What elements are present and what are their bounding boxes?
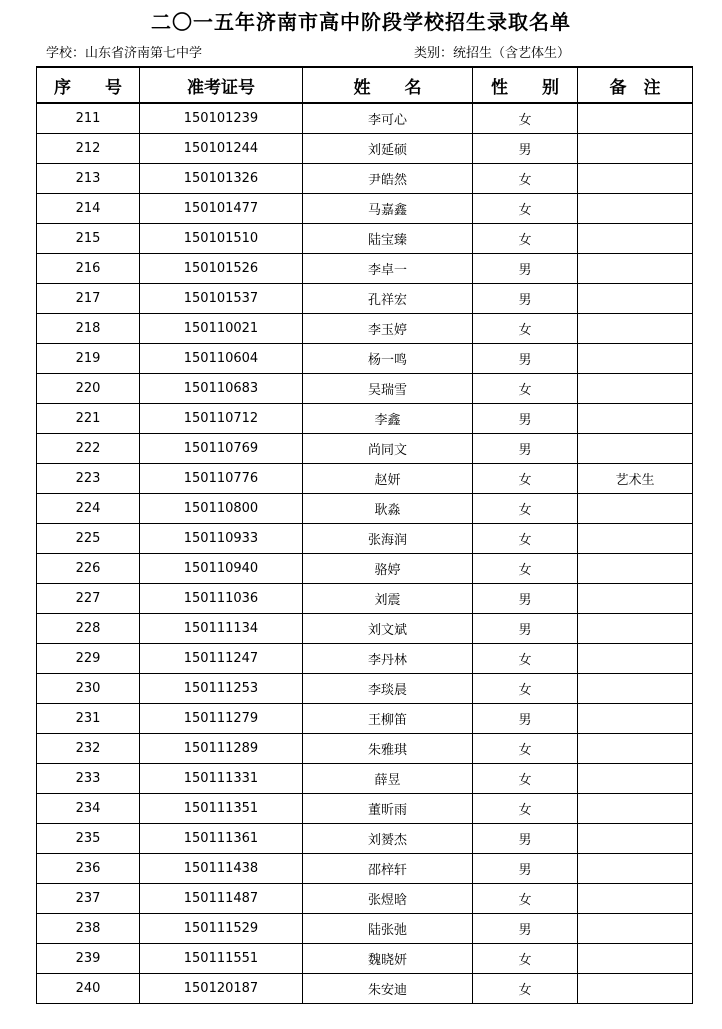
table-row (37, 764, 693, 794)
cell-exam-id: 150110940 (140, 554, 303, 584)
cell-name: 邵梓轩 (303, 854, 473, 884)
cell-exam-id: 150110683 (140, 374, 303, 404)
cell-gender: 女 (473, 464, 578, 494)
cell-gender: 男 (473, 254, 578, 284)
cell-remarks (578, 824, 693, 854)
cell-name: 薛昱 (303, 764, 473, 794)
cell-name: 董昕雨 (303, 794, 473, 824)
table-row (37, 614, 693, 644)
table-row (37, 974, 693, 1004)
cell-remarks (578, 584, 693, 614)
cell-name: 吴瑞雪 (303, 374, 473, 404)
admission-table (36, 66, 693, 1004)
cell-remarks (578, 344, 693, 374)
header-remarks: 备 注 (578, 67, 693, 103)
cell-name: 孔祥宏 (303, 284, 473, 314)
cell-serial-number: 233 (37, 764, 140, 794)
cell-remarks (578, 254, 693, 284)
cell-exam-id: 150111331 (140, 764, 303, 794)
document-title: 二〇一五年济南市高中阶段学校招生录取名单 (151, 10, 571, 34)
cell-exam-id: 150111487 (140, 884, 303, 914)
cell-serial-number: 236 (37, 854, 140, 884)
cell-serial-number: 231 (37, 704, 140, 734)
cell-remarks (578, 884, 693, 914)
cell-exam-id: 150111351 (140, 794, 303, 824)
cell-serial-number: 212 (37, 134, 140, 164)
cell-name: 陆张弛 (303, 914, 473, 944)
cell-serial-number: 211 (37, 103, 140, 134)
cell-remarks (578, 494, 693, 524)
cell-serial-number: 221 (37, 404, 140, 434)
cell-exam-id: 150120187 (140, 974, 303, 1004)
cell-gender: 女 (473, 164, 578, 194)
cell-remarks (578, 554, 693, 584)
cell-serial-number: 230 (37, 674, 140, 704)
cell-name: 杨一鸣 (303, 344, 473, 374)
cell-name: 骆婷 (303, 554, 473, 584)
table-row (37, 494, 693, 524)
school-label: 学校：山东省济南第七中学 (46, 46, 203, 61)
table-row (37, 734, 693, 764)
cell-remarks (578, 134, 693, 164)
cell-exam-id: 150101244 (140, 134, 303, 164)
cell-remarks (578, 974, 693, 1004)
cell-serial-number: 227 (37, 584, 140, 614)
cell-name: 陆宝臻 (303, 224, 473, 254)
table-row (37, 164, 693, 194)
table-row (37, 824, 693, 854)
table-row (37, 554, 693, 584)
table-row (37, 374, 693, 404)
cell-remarks (578, 944, 693, 974)
cell-gender: 男 (473, 434, 578, 464)
cell-serial-number: 228 (37, 614, 140, 644)
cell-remarks (578, 224, 693, 254)
cell-gender: 女 (473, 884, 578, 914)
cell-gender: 女 (473, 194, 578, 224)
cell-serial-number: 215 (37, 224, 140, 254)
cell-name: 张煜晗 (303, 884, 473, 914)
table-row (37, 254, 693, 284)
table-row (37, 884, 693, 914)
cell-name: 李卓一 (303, 254, 473, 284)
cell-serial-number: 237 (37, 884, 140, 914)
cell-remarks (578, 764, 693, 794)
table-row (37, 224, 693, 254)
cell-exam-id: 150111279 (140, 704, 303, 734)
cell-remarks (578, 103, 693, 134)
cell-gender: 女 (473, 494, 578, 524)
table-row (37, 194, 693, 224)
cell-serial-number: 213 (37, 164, 140, 194)
table-row (37, 404, 693, 434)
cell-name: 刘赟杰 (303, 824, 473, 854)
cell-serial-number: 239 (37, 944, 140, 974)
cell-exam-id: 150110021 (140, 314, 303, 344)
cell-exam-id: 150111551 (140, 944, 303, 974)
cell-name: 张海润 (303, 524, 473, 554)
table-row (37, 284, 693, 314)
cell-exam-id: 150110776 (140, 464, 303, 494)
table-row (37, 644, 693, 674)
cell-gender: 男 (473, 854, 578, 884)
cell-gender: 女 (473, 314, 578, 344)
cell-serial-number: 223 (37, 464, 140, 494)
cell-name: 刘延硕 (303, 134, 473, 164)
cell-gender: 女 (473, 224, 578, 254)
cell-exam-id: 150110712 (140, 404, 303, 434)
cell-remarks (578, 164, 693, 194)
cell-name: 朱安迪 (303, 974, 473, 1004)
cell-remarks (578, 374, 693, 404)
cell-remarks (578, 434, 693, 464)
cell-name: 李玉婷 (303, 314, 473, 344)
cell-name: 刘震 (303, 584, 473, 614)
cell-serial-number: 218 (37, 314, 140, 344)
cell-name: 魏晓妍 (303, 944, 473, 974)
cell-name: 尚同文 (303, 434, 473, 464)
table-row (37, 794, 693, 824)
cell-serial-number: 235 (37, 824, 140, 854)
cell-name: 李丹林 (303, 644, 473, 674)
table-row (37, 854, 693, 884)
cell-gender: 男 (473, 134, 578, 164)
cell-name: 李琰晨 (303, 674, 473, 704)
cell-exam-id: 150111253 (140, 674, 303, 704)
cell-serial-number: 224 (37, 494, 140, 524)
cell-gender: 女 (473, 674, 578, 704)
table-header-row (37, 67, 693, 103)
cell-gender: 女 (473, 794, 578, 824)
cell-remarks (578, 194, 693, 224)
cell-exam-id: 150101239 (140, 103, 303, 134)
cell-serial-number: 216 (37, 254, 140, 284)
cell-remarks (578, 794, 693, 824)
cell-remarks (578, 524, 693, 554)
header-serial-number: 序 号 (37, 67, 140, 103)
cell-name: 赵妍 (303, 464, 473, 494)
cell-serial-number: 222 (37, 434, 140, 464)
header-name: 姓 名 (303, 67, 473, 103)
cell-gender: 女 (473, 734, 578, 764)
cell-serial-number: 217 (37, 284, 140, 314)
header-gender: 性 别 (473, 67, 578, 103)
cell-remarks (578, 404, 693, 434)
cell-exam-id: 150111529 (140, 914, 303, 944)
cell-gender: 女 (473, 524, 578, 554)
cell-exam-id: 150101326 (140, 164, 303, 194)
cell-gender: 男 (473, 584, 578, 614)
cell-exam-id: 150111289 (140, 734, 303, 764)
table-row (37, 464, 693, 494)
cell-name: 尹皓然 (303, 164, 473, 194)
cell-gender: 男 (473, 404, 578, 434)
cell-serial-number: 214 (37, 194, 140, 224)
cell-name: 耿淼 (303, 494, 473, 524)
cell-gender: 男 (473, 914, 578, 944)
cell-remarks (578, 314, 693, 344)
table-row (37, 704, 693, 734)
cell-exam-id: 150111247 (140, 644, 303, 674)
cell-remarks (578, 614, 693, 644)
cell-exam-id: 150110800 (140, 494, 303, 524)
cell-gender: 女 (473, 644, 578, 674)
cell-exam-id: 150101537 (140, 284, 303, 314)
table-row (37, 314, 693, 344)
cell-exam-id: 150101510 (140, 224, 303, 254)
cell-gender: 男 (473, 614, 578, 644)
cell-remarks: 艺术生 (578, 464, 693, 494)
cell-serial-number: 238 (37, 914, 140, 944)
cell-gender: 女 (473, 554, 578, 584)
cell-exam-id: 150110769 (140, 434, 303, 464)
table-row (37, 674, 693, 704)
table-row (37, 584, 693, 614)
cell-gender: 女 (473, 764, 578, 794)
cell-serial-number: 240 (37, 974, 140, 1004)
cell-name: 李可心 (303, 103, 473, 134)
cell-serial-number: 225 (37, 524, 140, 554)
table-row (37, 914, 693, 944)
cell-remarks (578, 914, 693, 944)
cell-serial-number: 219 (37, 344, 140, 374)
cell-exam-id: 150110933 (140, 524, 303, 554)
cell-gender: 男 (473, 284, 578, 314)
table-row (37, 944, 693, 974)
header-exam-id: 准考证号 (140, 67, 303, 103)
cell-name: 朱雅琪 (303, 734, 473, 764)
cell-gender: 男 (473, 824, 578, 854)
cell-gender: 男 (473, 344, 578, 374)
cell-name: 李鑫 (303, 404, 473, 434)
cell-serial-number: 232 (37, 734, 140, 764)
cell-exam-id: 150110604 (140, 344, 303, 374)
table-row (37, 134, 693, 164)
cell-remarks (578, 284, 693, 314)
cell-remarks (578, 644, 693, 674)
cell-name: 王柳笛 (303, 704, 473, 734)
cell-exam-id: 150111036 (140, 584, 303, 614)
cell-remarks (578, 734, 693, 764)
cell-gender: 女 (473, 103, 578, 134)
cell-gender: 男 (473, 704, 578, 734)
cell-gender: 女 (473, 974, 578, 1004)
cell-serial-number: 229 (37, 644, 140, 674)
cell-gender: 女 (473, 944, 578, 974)
cell-exam-id: 150111438 (140, 854, 303, 884)
table-row (37, 434, 693, 464)
cell-remarks (578, 704, 693, 734)
cell-name: 马嘉鑫 (303, 194, 473, 224)
category-label: 类别：统招生（含艺体生） (414, 46, 571, 61)
cell-exam-id: 150101526 (140, 254, 303, 284)
cell-exam-id: 150101477 (140, 194, 303, 224)
cell-remarks (578, 854, 693, 884)
cell-exam-id: 150111134 (140, 614, 303, 644)
cell-gender: 女 (473, 374, 578, 404)
table-row (37, 103, 693, 134)
cell-serial-number: 226 (37, 554, 140, 584)
cell-exam-id: 150111361 (140, 824, 303, 854)
cell-serial-number: 234 (37, 794, 140, 824)
cell-serial-number: 220 (37, 374, 140, 404)
table-row (37, 344, 693, 374)
cell-name: 刘文斌 (303, 614, 473, 644)
table-row (37, 524, 693, 554)
cell-remarks (578, 674, 693, 704)
